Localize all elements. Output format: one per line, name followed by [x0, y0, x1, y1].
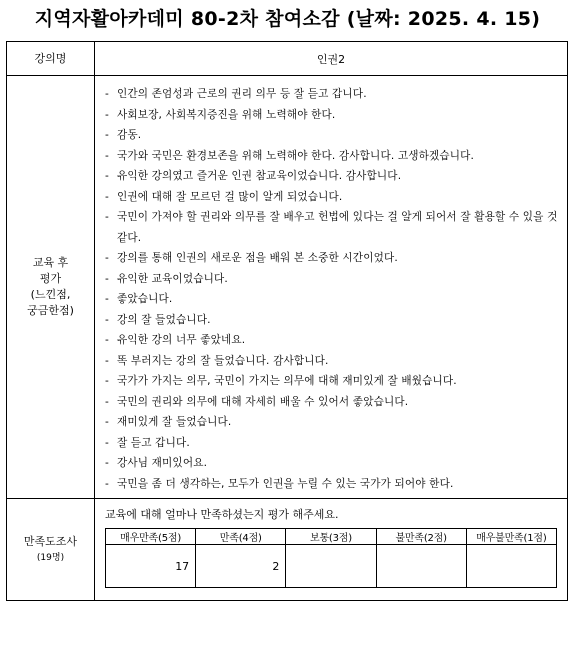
survey-table	[6, 41, 568, 601]
feedback-item: - 유익한 강의였고 즐거운 인권 참교육이었습니다. 감사합니다.	[105, 166, 563, 187]
rating-header: 보통(3점)	[286, 529, 376, 545]
feedback-item: - 인권에 대해 잘 모르던 걸 많이 알게 되었습니다.	[105, 187, 563, 208]
feedback-item: - 유익한 교육이었습니다.	[105, 269, 563, 290]
document-title: 지역자활아카데미 80-2차 참여소감 (날짜: 2025. 4. 15)	[34, 8, 541, 30]
feedback-item: - 감동.	[105, 125, 563, 146]
feedback-item: - 똑 부러지는 강의 잘 들었습니다. 감사합니다.	[105, 351, 563, 372]
feedback-item: - 국가와 국민은 환경보존을 위해 노력해야 한다. 감사합니다. 고생하겠습니다.	[105, 146, 563, 167]
feedback-item: - 인간의 존엄성과 근로의 권리 의무 등 잘 듣고 갑니다.	[105, 84, 563, 105]
satisfaction-cell	[95, 499, 568, 601]
feedback-item: - 좋았습니다.	[105, 289, 563, 310]
feedback-item: - 국민을 좀 더 생각하는, 모두가 인권을 누릴 수 있는 국가가 되어야 한다.	[105, 474, 563, 495]
respondent-count: (19명)	[36, 552, 65, 563]
rating-count	[376, 545, 466, 588]
satisfaction-row	[7, 499, 568, 601]
feedback-item: - 국민의 권리와 의무에 대해 자세히 배울 수 있어서 좋았습니다.	[105, 392, 563, 413]
satisfaction-table	[105, 528, 557, 588]
evaluation-label-line: 교육 후	[32, 256, 69, 269]
course-name-value: 인권2	[95, 42, 568, 76]
feedback-item: - 강사님 재미있어요.	[105, 453, 563, 474]
evaluation-label	[7, 76, 95, 499]
rating-header: 불만족(2점)	[376, 529, 466, 545]
feedback-list	[105, 84, 563, 494]
course-header-row	[7, 42, 568, 76]
feedback-item: - 재미있게 잘 들었습니다.	[105, 412, 563, 433]
satisfaction-label-text: 만족도조사	[23, 534, 78, 548]
evaluation-label-line: (느낀점,	[30, 288, 71, 301]
rating-count	[286, 545, 376, 588]
feedback-item: - 강의를 통해 인권의 새로운 점을 배워 본 소중한 시간이었다.	[105, 248, 563, 269]
evaluation-row	[7, 76, 568, 499]
rating-header: 만족(4점)	[196, 529, 286, 545]
feedback-item: - 유익한 강의 너무 좋았네요.	[105, 330, 563, 351]
feedback-item: - 강의 잘 들었습니다.	[105, 310, 563, 331]
feedback-item: - 잘 듣고 갑니다.	[105, 433, 563, 454]
satisfaction-header-row	[106, 529, 557, 545]
feedback-item: - 국가가 가지는 의무, 국민이 가지는 의무에 대해 재미있게 잘 배웠습니다.	[105, 371, 563, 392]
evaluation-label-line: 평가	[39, 272, 62, 285]
feedback-item: - 국민이 가져야 할 권리와 의무를 잘 배우고 헌법에 있다는 걸 알게 되어서 잘 활용할 수 있을 것 같다.	[105, 207, 563, 248]
feedback-cell	[95, 76, 568, 499]
rating-count	[466, 545, 556, 588]
rating-header: 매우만족(5점)	[106, 529, 196, 545]
satisfaction-values-row	[106, 545, 557, 588]
rating-count: 17	[106, 545, 196, 588]
satisfaction-question: 교육에 대해 얼마나 만족하셨는지 평가 해주세요.	[105, 508, 339, 521]
rating-count: 2	[196, 545, 286, 588]
evaluation-label-line: 궁금한점)	[27, 304, 74, 317]
rating-header: 매우불만족(1점)	[466, 529, 556, 545]
course-name-label: 강의명	[7, 42, 95, 76]
satisfaction-label	[7, 499, 95, 601]
feedback-item: - 사회보장, 사회복지증진을 위해 노력해야 한다.	[105, 105, 563, 126]
